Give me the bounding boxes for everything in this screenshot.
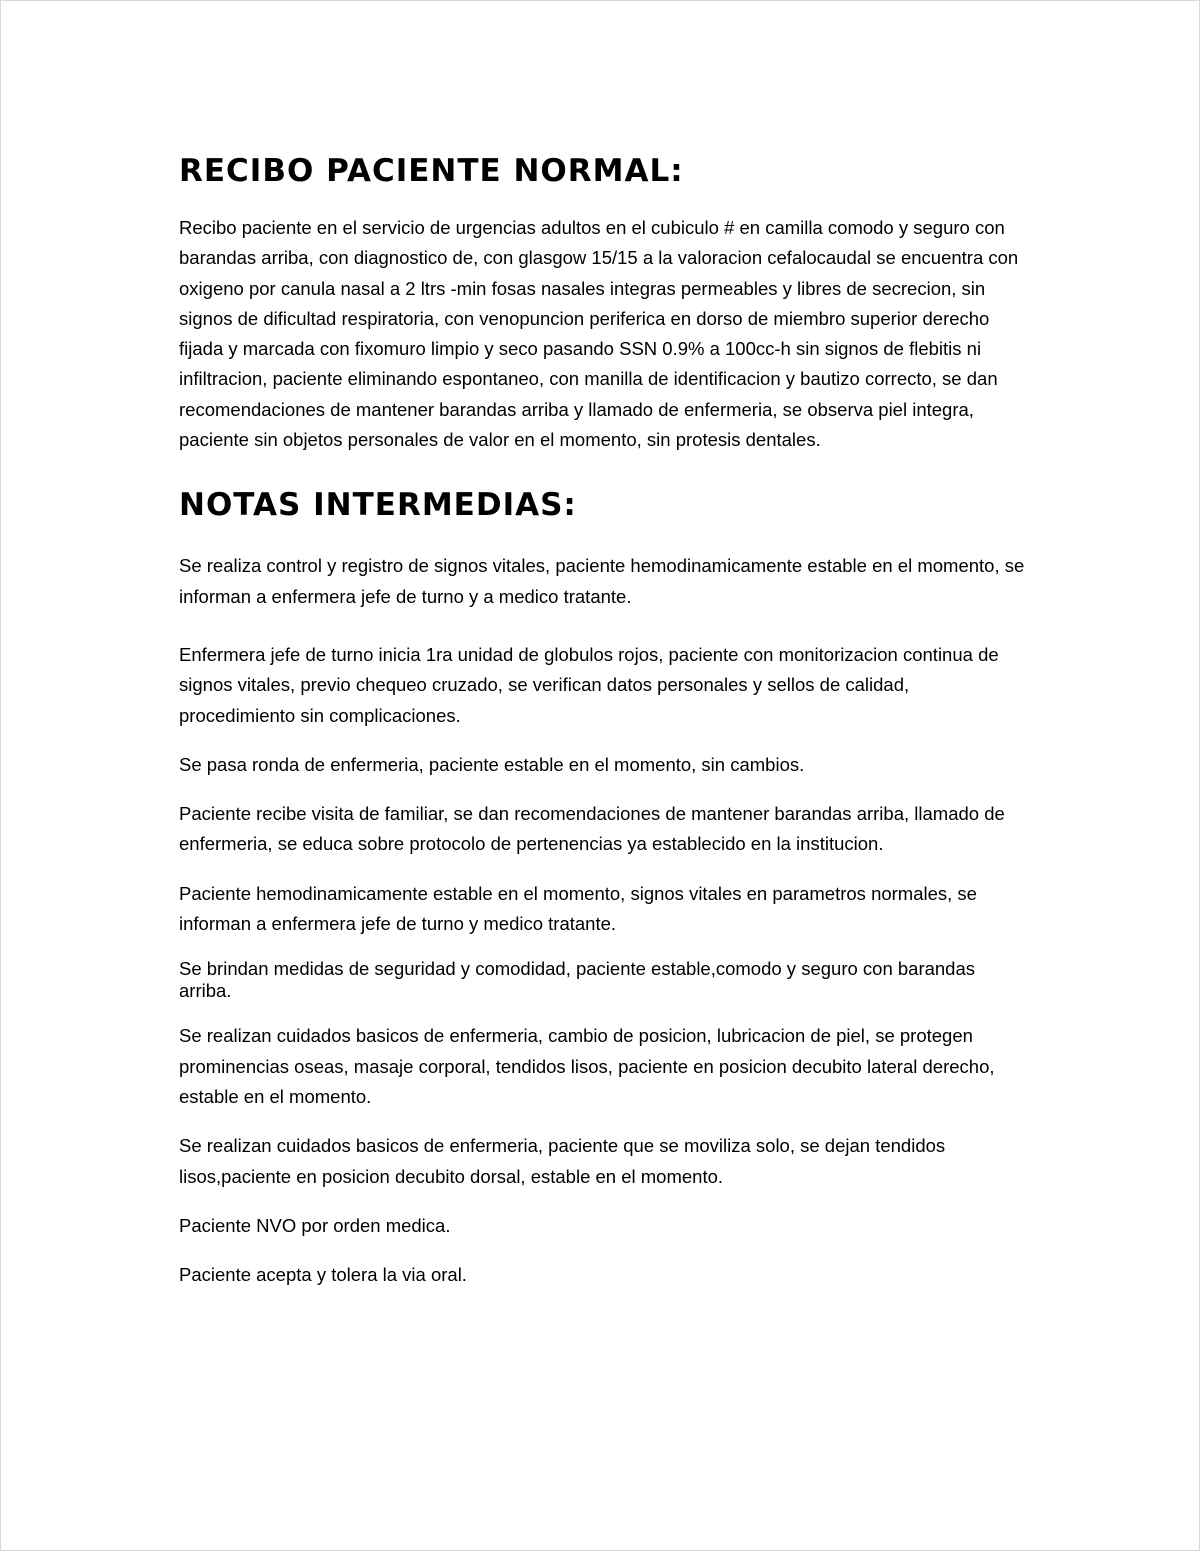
paragraph: Paciente NVO por orden medica. [179, 1214, 451, 1236]
paragraph: Paciente hemodinamicamente estable en el momento, signos vitales en parametros normales, se informan a enfermera jefe de turno y medico tratante. [179, 882, 977, 935]
paragraph: Se realiza control y registro de signos vitales, paciente hemodinamicamente estable en el momento, se informan a enfermera jefe de turno y a medico tratante. [179, 555, 1025, 607]
paragraph: Se pasa ronda de enfermeria, paciente estable en el momento, sin cambios. [179, 753, 805, 775]
paragraph: Recibo paciente en el servicio de urgencias adultos en el cubiculo # en camilla comodo y seguro con barandas arriba, con diagnostico de, con glasgow 15/15 a la valoracion cefalocaudal se encuentra con oxigeno por canula nasal a 2 ltrs -min fosas nasales integras permeables y libres de secrecion, sin signos de dificultad respiratoria, con venopuncion periferica en dorso de miembro superior derecho fijada y marcada con fixomuro limpio y seco pasando SSN 0.9% a 100cc-h sin signos de flebitis ni infiltracion, paciente eliminando espontaneo, con manilla de identificacion y bautizo correcto, se dan recomendaciones de mantener barandas arriba y llamado de enfermeria, se observa piel integra, paciente sin objetos personales de valor en el momento, sin protesis dentales. [179, 217, 1019, 451]
section-heading: RECIBO PACIENTE NORMAL: [179, 153, 684, 189]
section-recibo-paciente [179, 151, 1029, 455]
section-heading: NOTAS INTERMEDIAS: [179, 487, 577, 524]
paragraph: Paciente acepta y tolera la via oral. [179, 1264, 467, 1286]
section-notas-intermedias [179, 485, 1029, 1290]
paragraph: Se realizan cuidados basicos de enfermeria, cambio de posicion, lubricacion de piel, se protegen prominencias oseas, masaje corporal, tendidos lisos, paciente en posicion decubito lateral derecho, estable en el momento. [179, 1025, 995, 1107]
paragraph: Paciente recibe visita de familiar, se dan recomendaciones de mantener barandas arriba, llamado de enfermeria, se educa sobre protocolo de pertenencias ya establecido en la institucion. [179, 803, 1005, 855]
paragraph: Enfermera jefe de turno inicia 1ra unidad de globulos rojos, paciente con monitorizacion continua de signos vitales, previo chequeo cruzado, se verifican datos personales y sellos de calidad, procedimiento sin complicaciones. [179, 643, 999, 726]
paragraph: Se brindan medidas de seguridad y comodidad, paciente estable,comodo y seguro con barandas arriba. [179, 958, 976, 1002]
paragraph: Se realizan cuidados basicos de enfermeria, paciente que se moviliza solo, se dejan tendidos lisos,paciente en posicion decubito dorsal, estable en el momento. [179, 1135, 946, 1187]
document-content [179, 151, 1029, 1309]
